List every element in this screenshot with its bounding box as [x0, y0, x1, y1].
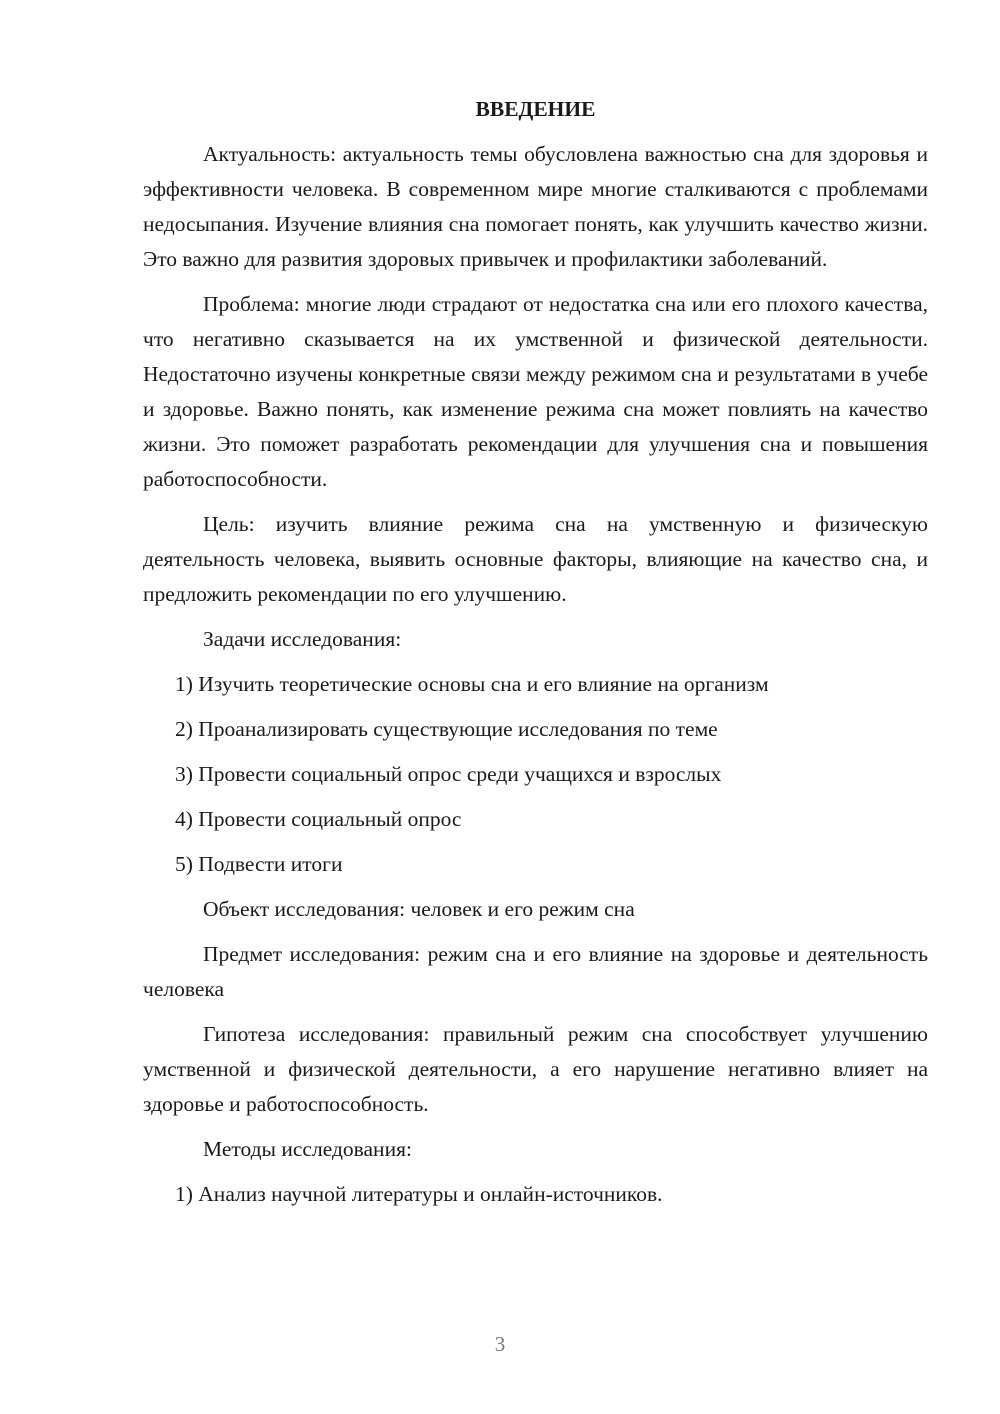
- methods-list: [143, 1177, 928, 1212]
- page-number: 3: [494, 1332, 506, 1356]
- tasks-list: [143, 667, 928, 882]
- list-item: 3) Провести социальный опрос среди учащихся и взрослых: [175, 762, 722, 786]
- list-item: 2) Проанализировать существующие исследования по теме: [175, 717, 718, 741]
- section-title: ВВЕДЕНИЕ: [475, 97, 596, 121]
- paragraph-relevance: Актуальность: актуальность темы обусловлена важностью сна для здоровья и эффективности человека. В современном мире многие сталкиваются с проблемами недосыпания. Изучение влияния сна помогает понять, как улучшить качество жизни. Это важно для развития здоровых привычек и профилактики заболеваний.: [143, 142, 928, 271]
- tasks-heading: Задачи исследования:: [203, 627, 402, 651]
- document-page: [143, 92, 928, 1222]
- list-item: 1) Изучить теоретические основы сна и его влияние на организм: [175, 672, 769, 696]
- list-item: 5) Подвести итоги: [175, 852, 343, 876]
- paragraph-hypothesis: Гипотеза исследования: правильный режим сна способствует улучшению умственной и физической деятельности, а его нарушение негативно влияет на здоровье и работоспособность.: [143, 1022, 928, 1116]
- paragraph-problem: Проблема: многие люди страдают от недостатка сна или его плохого качества, что негативно сказывается на их умственной и физической деятельности. Недостаточно изучены конкретные связи между режимом сна и результатами в учебе и здоровье. Важно понять, как изменение режима сна может повлиять на качество жизни. Это поможет разработать рекомендации для улучшения сна и повышения работоспособности.: [143, 292, 928, 491]
- paragraph-object: Объект исследования: человек и его режим сна: [203, 897, 635, 921]
- paragraph-subject: Предмет исследования: режим сна и его влияние на здоровье и деятельность человека: [143, 942, 928, 1001]
- list-item: 1) Анализ научной литературы и онлайн-источников.: [175, 1182, 663, 1206]
- methods-heading: Методы исследования:: [203, 1137, 412, 1161]
- list-item: 4) Провести социальный опрос: [175, 807, 462, 831]
- paragraph-goal: Цель: изучить влияние режима сна на умственную и физическую деятельность человека, выявить основные факторы, влияющие на качество сна, и предложить рекомендации по его улучшению.: [143, 512, 928, 606]
